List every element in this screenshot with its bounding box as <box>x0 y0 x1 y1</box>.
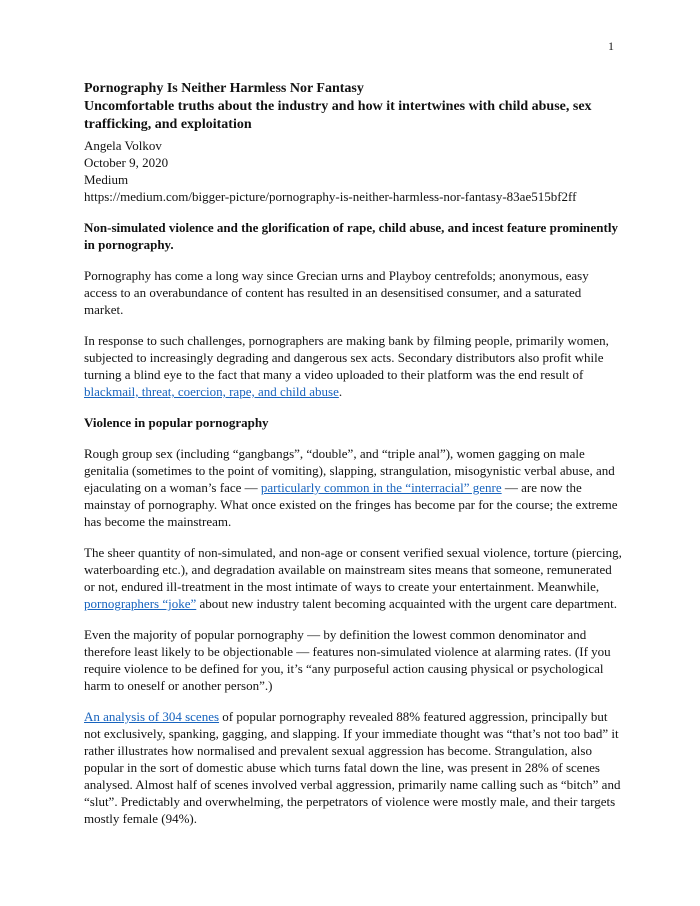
paragraph <box>84 708 622 827</box>
document-body <box>84 219 622 827</box>
publish-date: October 9, 2020 <box>84 155 169 170</box>
text-run: The sheer quantity of non-simulated, and non-age or consent verified sexual violence, torture (piercing, waterboarding etc.), and degradation available on mainstream sites means that someone, remunerated or not, endured ill-treatment in the most intimate of ways to create your entertainment. Meanwhile, <box>84 545 622 594</box>
text-run: Non-simulated violence and the glorification of rape, child abuse, and incest feature prominently in pornography. <box>84 220 618 252</box>
paragraph <box>84 626 622 694</box>
publication: Medium <box>84 172 129 187</box>
document-title: Pornography Is Neither Harmless Nor Fantasy <box>84 81 364 96</box>
paragraph <box>84 544 622 612</box>
paragraph <box>84 332 622 400</box>
text-run: Violence in popular pornography <box>84 415 269 430</box>
text-run: In response to such challenges, pornographers are making bank by filming people, primarily women, subjected to increasingly degrading and dangerous sex acts. Secondary distributors also profit while turning a blind eye to the fact that many a video uploaded to their platform was the end result of <box>84 333 609 382</box>
paragraph <box>84 267 622 318</box>
text-run: — are now the mainstay of pornography. What once existed on the fringes has become par for the course; the extreme has become the mainstream. <box>84 480 618 529</box>
paragraph <box>84 445 622 530</box>
text-run: of popular pornography revealed 88% featured aggression, principally but not exclusively, spanking, gagging, and slapping. If your immediate thought was “that’s not too bad” it rather illustrates how normalised and prevalent sexual aggression has become. Strangulation, also popular in the sort of domestic abuse which turns fatal down the line, was present in 28% of scenes analysed. Almost half of scenes involved verbal aggression, primarily name calling such as “bitch” and “slut”. Predictably and overwhelming, the perpetrators of violence were mostly male, and their targets mostly female (94%). <box>84 709 621 826</box>
source-url: https://medium.com/bigger-picture/pornography-is-neither-harmless-nor-fantasy-83ae515bf2ff <box>84 189 577 204</box>
author: Angela Volkov <box>84 138 162 153</box>
document-meta <box>84 137 622 205</box>
text-run: . <box>338 384 343 399</box>
text-run: Rough group sex (including “gangbangs”, “double”, and “triple anal”), women gagging on male genitalia (sometimes to the point of vomiting), slapping, strangulation, misogynistic verbal abuse, and ejaculating on a woman’s face — <box>84 446 615 495</box>
text-run: Pornography has come a long way since Grecian urns and Playboy centrefolds; anonymous, easy access to an overabundance of content has resulted in an desensitised consumer, and a saturated market. <box>84 268 589 317</box>
section-heading <box>84 414 622 431</box>
lede-paragraph <box>84 219 622 253</box>
text-run: about new industry talent becoming acquainted with the urgent care department. <box>196 596 617 611</box>
inline-link[interactable]: pornographers “joke” <box>84 596 197 611</box>
inline-link[interactable]: particularly common in the “interracial” genre <box>260 480 502 495</box>
inline-link[interactable]: An analysis of 304 scenes <box>84 709 220 724</box>
inline-link[interactable]: blackmail, threat, coercion, rape, and child abuse <box>84 384 339 399</box>
text-run: Even the majority of popular pornography — by definition the lowest common denominator and therefore least likely to be objectionable — features non-simulated violence at alarming rates. (If you require violence to be defined for you, it’s “any purposeful action causing physical or psychological harm to oneself or another person”.) <box>84 627 611 693</box>
document-subtitle: Uncomfortable truths about the industry and how it intertwines with child abuse, sex trafficking, and exploitation <box>84 99 592 132</box>
page-number: 1 <box>608 39 614 53</box>
